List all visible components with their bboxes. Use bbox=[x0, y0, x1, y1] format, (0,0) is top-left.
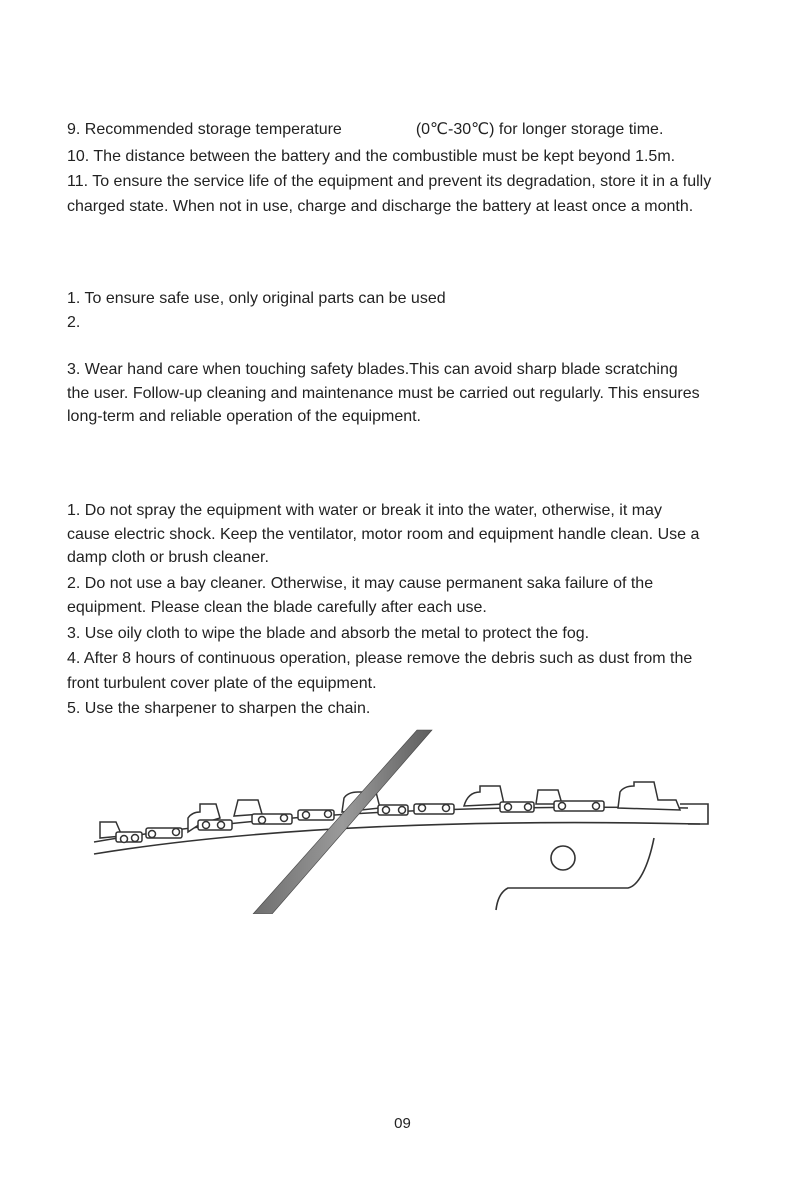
guide-bar bbox=[94, 804, 708, 910]
storage-item-9-text: 9. Recommended storage temperature bbox=[67, 121, 342, 138]
cleaning-item-4-line-2: front turbulent cover plate of the equipment. bbox=[67, 675, 377, 692]
saw-chain bbox=[94, 782, 688, 843]
storage-temperature-range: (0℃-30℃) for longer storage time. bbox=[415, 121, 664, 138]
parts-item-3-line-2: the user. Follow-up cleaning and maintenance must be carried out regularly. This ensures bbox=[67, 385, 700, 402]
cleaning-item-1-line-2: cause electric shock. Keep the ventilator, motor room and equipment handle clean. Use a bbox=[67, 526, 700, 543]
parts-item-3-line-1: 3. Wear hand care when touching safety blades.This can avoid sharp blade scratching bbox=[67, 361, 678, 378]
chain-sharpening-illustration bbox=[88, 728, 712, 914]
cleaning-item-1-line-1: 1. Do not spray the equipment with water or break it into the water, otherwise, it may bbox=[67, 502, 662, 519]
cleaning-item-1-line-3: damp cloth or brush cleaner. bbox=[67, 549, 269, 566]
cleaning-item-5: 5. Use the sharpener to sharpen the chain. bbox=[67, 700, 371, 717]
cleaning-item-2-line-1: 2. Do not use a bay cleaner. Otherwise, it may cause permanent saka failure of the bbox=[67, 575, 654, 592]
bar-rivet bbox=[551, 846, 575, 870]
parts-item-1: 1. To ensure safe use, only original parts can be used bbox=[67, 290, 446, 307]
storage-item-11-line-2: charged state. When not in use, charge and discharge the battery at least once a month. bbox=[67, 198, 694, 215]
parts-item-2: 2. bbox=[67, 314, 81, 331]
page-number: 09 bbox=[394, 1115, 411, 1132]
cleaning-item-2-line-2: equipment. Please clean the blade carefully after each use. bbox=[67, 599, 487, 616]
storage-item-11-line-1: 11. To ensure the service life of the equipment and prevent its degradation, store it in a fully bbox=[67, 173, 712, 190]
cleaning-item-3: 3. Use oily cloth to wipe the blade and absorb the metal to protect the fog. bbox=[67, 625, 590, 642]
storage-item-10: 10. The distance between the battery and the combustible must be kept beyond 1.5m. bbox=[67, 148, 676, 165]
storage-item-9 bbox=[67, 118, 663, 142]
cleaning-item-4-line-1: 4. After 8 hours of continuous operation, please remove the debris such as dust from the bbox=[67, 650, 693, 667]
parts-item-3-line-3: long-term and reliable operation of the equipment. bbox=[67, 408, 421, 425]
